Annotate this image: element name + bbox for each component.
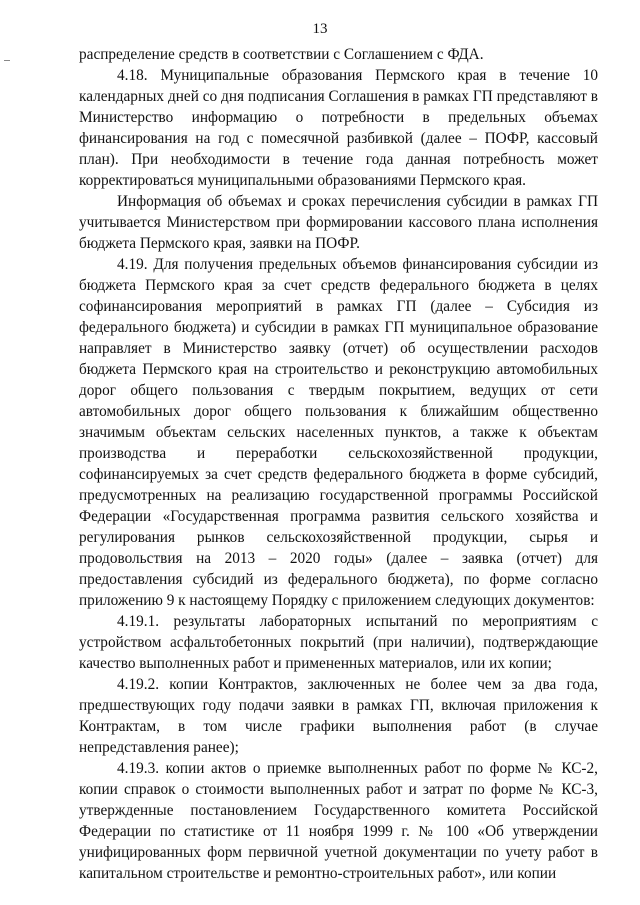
paragraph: 4.19. Для получения предельных объемов финансирования субсидии из бюджета Пермского края за счет средств федерального бюджета в целях софинансирования мероприятий в рамках ГП (далее – Субсидия из федерального бюджета) и субсидии в рамках ГП муниципальное образование направляет в Министерство заявку (отчет) об осуществлении расходов бюджета Пермского края на строительство и реконструкцию автомобильных дорог общего пользования с твердым покрытием, ведущих от сети автомобильных дорог общего пользования к ближайшим общественно значимым объектам сельских населенных пунктов, а также к объектам производства и переработки сельскохозяйственной продукции, софинансируемых за счет средств федерального бюджета в форме субсидий, предусмотренных на реализацию государственной программы Российской Федерации «Государственная программа развития сельского хозяйства и регулирования рынков сельскохозяйственной продукции, сырья и продовольствия на 2013 – 2020 годы» (далее – заявка (отчет) для предоставления субсидий из федерального бюджета), по форме согласно приложению 9 к настоящему Порядку с приложением следующих документов: (79, 256, 598, 609)
document-body (79, 44, 598, 884)
paragraph: 4.19.3. копии актов о приемке выполненных работ по форме № КС-2, копии справок о стоимости выполненных работ и затрат по форме № КС-3, утвержденные постановлением Государственного комитета Российской Федерации по статистике от 11 ноября 1999 г. № 100 «Об утверждении унифицированных форм первичной учетной документации по учету работ в капитальном строительстве и ремонтно-строительных работ», или копии (79, 760, 598, 882)
paragraph: 4.18. Муниципальные образования Пермского края в течение 10 календарных дней со дня подписания Соглашения в рамках ГП представляют в Министерство информацию о потребности в предельных объемах финансирования на год с помесячной разбивкой (далее – ПОФР, кассовый план). При необходимости в течение года данная потребность может корректироваться муниципальными образованиями Пермского края. (79, 67, 598, 189)
page-number: 13 (312, 21, 328, 37)
paragraph: 4.19.1. результаты лабораторных испытаний по мероприятиям с устройством асфальтобетонных покрытий (при наличии), подтверждающие качество выполненных работ и примененных материалов, или их копии; (79, 613, 598, 672)
scan-artifact (4, 60, 10, 61)
paragraph: Информация об объемах и сроках перечисления субсидии в рамках ГП учитывается Министерством при формировании кассового плана исполнения бюджета Пермского края, заявки на ПОФР. (79, 193, 598, 252)
paragraph: распределение средств в соответствии с Соглашением с ФДА. (79, 46, 484, 63)
paragraph: 4.19.2. копии Контрактов, заключенных не более чем за два года, предшествующих году подачи заявки в рамках ГП, включая приложения к Контрактам, в том числе графики выполнения работ (в случае непредставления ранее); (79, 676, 598, 756)
